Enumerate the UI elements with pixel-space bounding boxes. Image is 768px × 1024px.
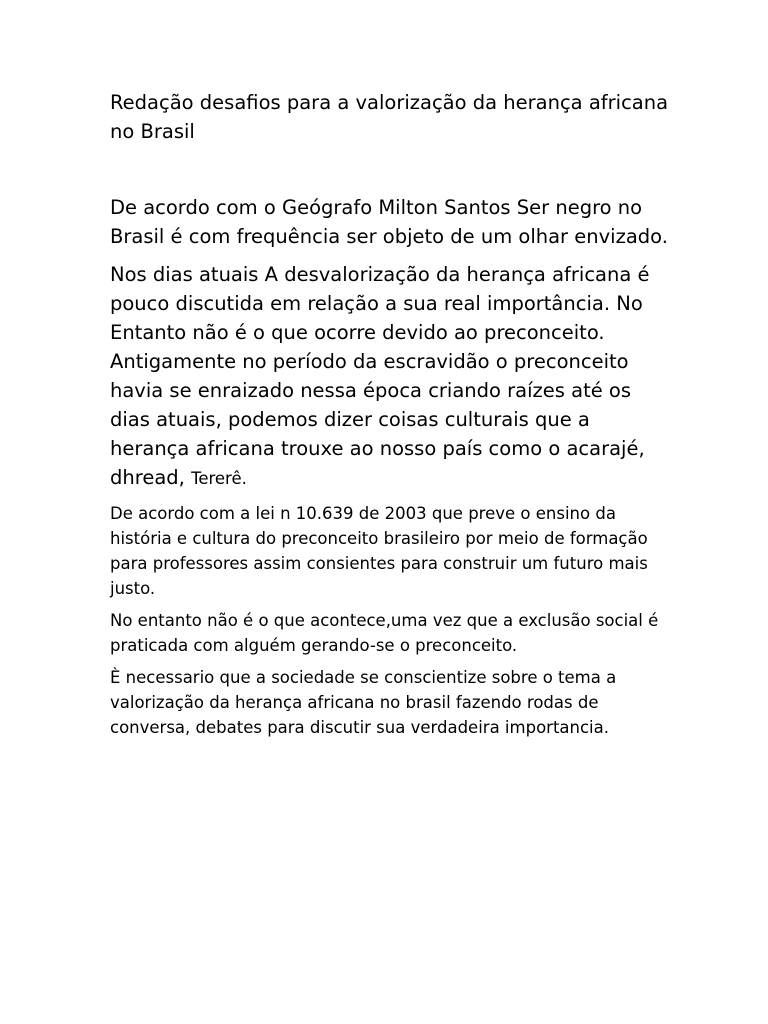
paragraph-2-main: Nos dias atuais A desvalorização da herança africana é pouco discutida em relação a sua real importância. No Entanto não é o que ocorre devido ao preconceito. Antigamente no período da escravidão o preconceito havia se enraizado nessa época criando raízes até os dias atuais, podemos dizer coisas culturais que a herança africana trouxe ao nosso país como o acarajé, dhread, — [110, 263, 650, 489]
paragraph-5: È necessario que a sociedade se conscientize sobre o tema a valorização da herança africana no brasil fazendo rodas de conversa, debates para discutir sua verdadeira importancia. — [110, 668, 617, 737]
paragraph-3: De acordo com a lei n 10.639 de 2003 que preve o ensino da história e cultura do preconceito brasileiro por meio de formação para professores assim consientes para construir um futuro mais justo. — [110, 504, 648, 598]
document-title: Redação desafios para a valorização da herança africana no Brasil — [110, 91, 669, 143]
paragraph-2 — [110, 260, 670, 493]
paragraph-4: No entanto não é o que acontece,uma vez que a exclusão social é praticada com alguém gerando-se o preconceito. — [110, 611, 659, 655]
paragraph-1: De acordo com o Geógrafo Milton Santos Ser negro no Brasil é com frequência ser objeto de um olhar envizado. — [110, 196, 668, 248]
document-page — [110, 88, 670, 740]
paragraph-2-tail: Tererê. — [191, 469, 247, 488]
